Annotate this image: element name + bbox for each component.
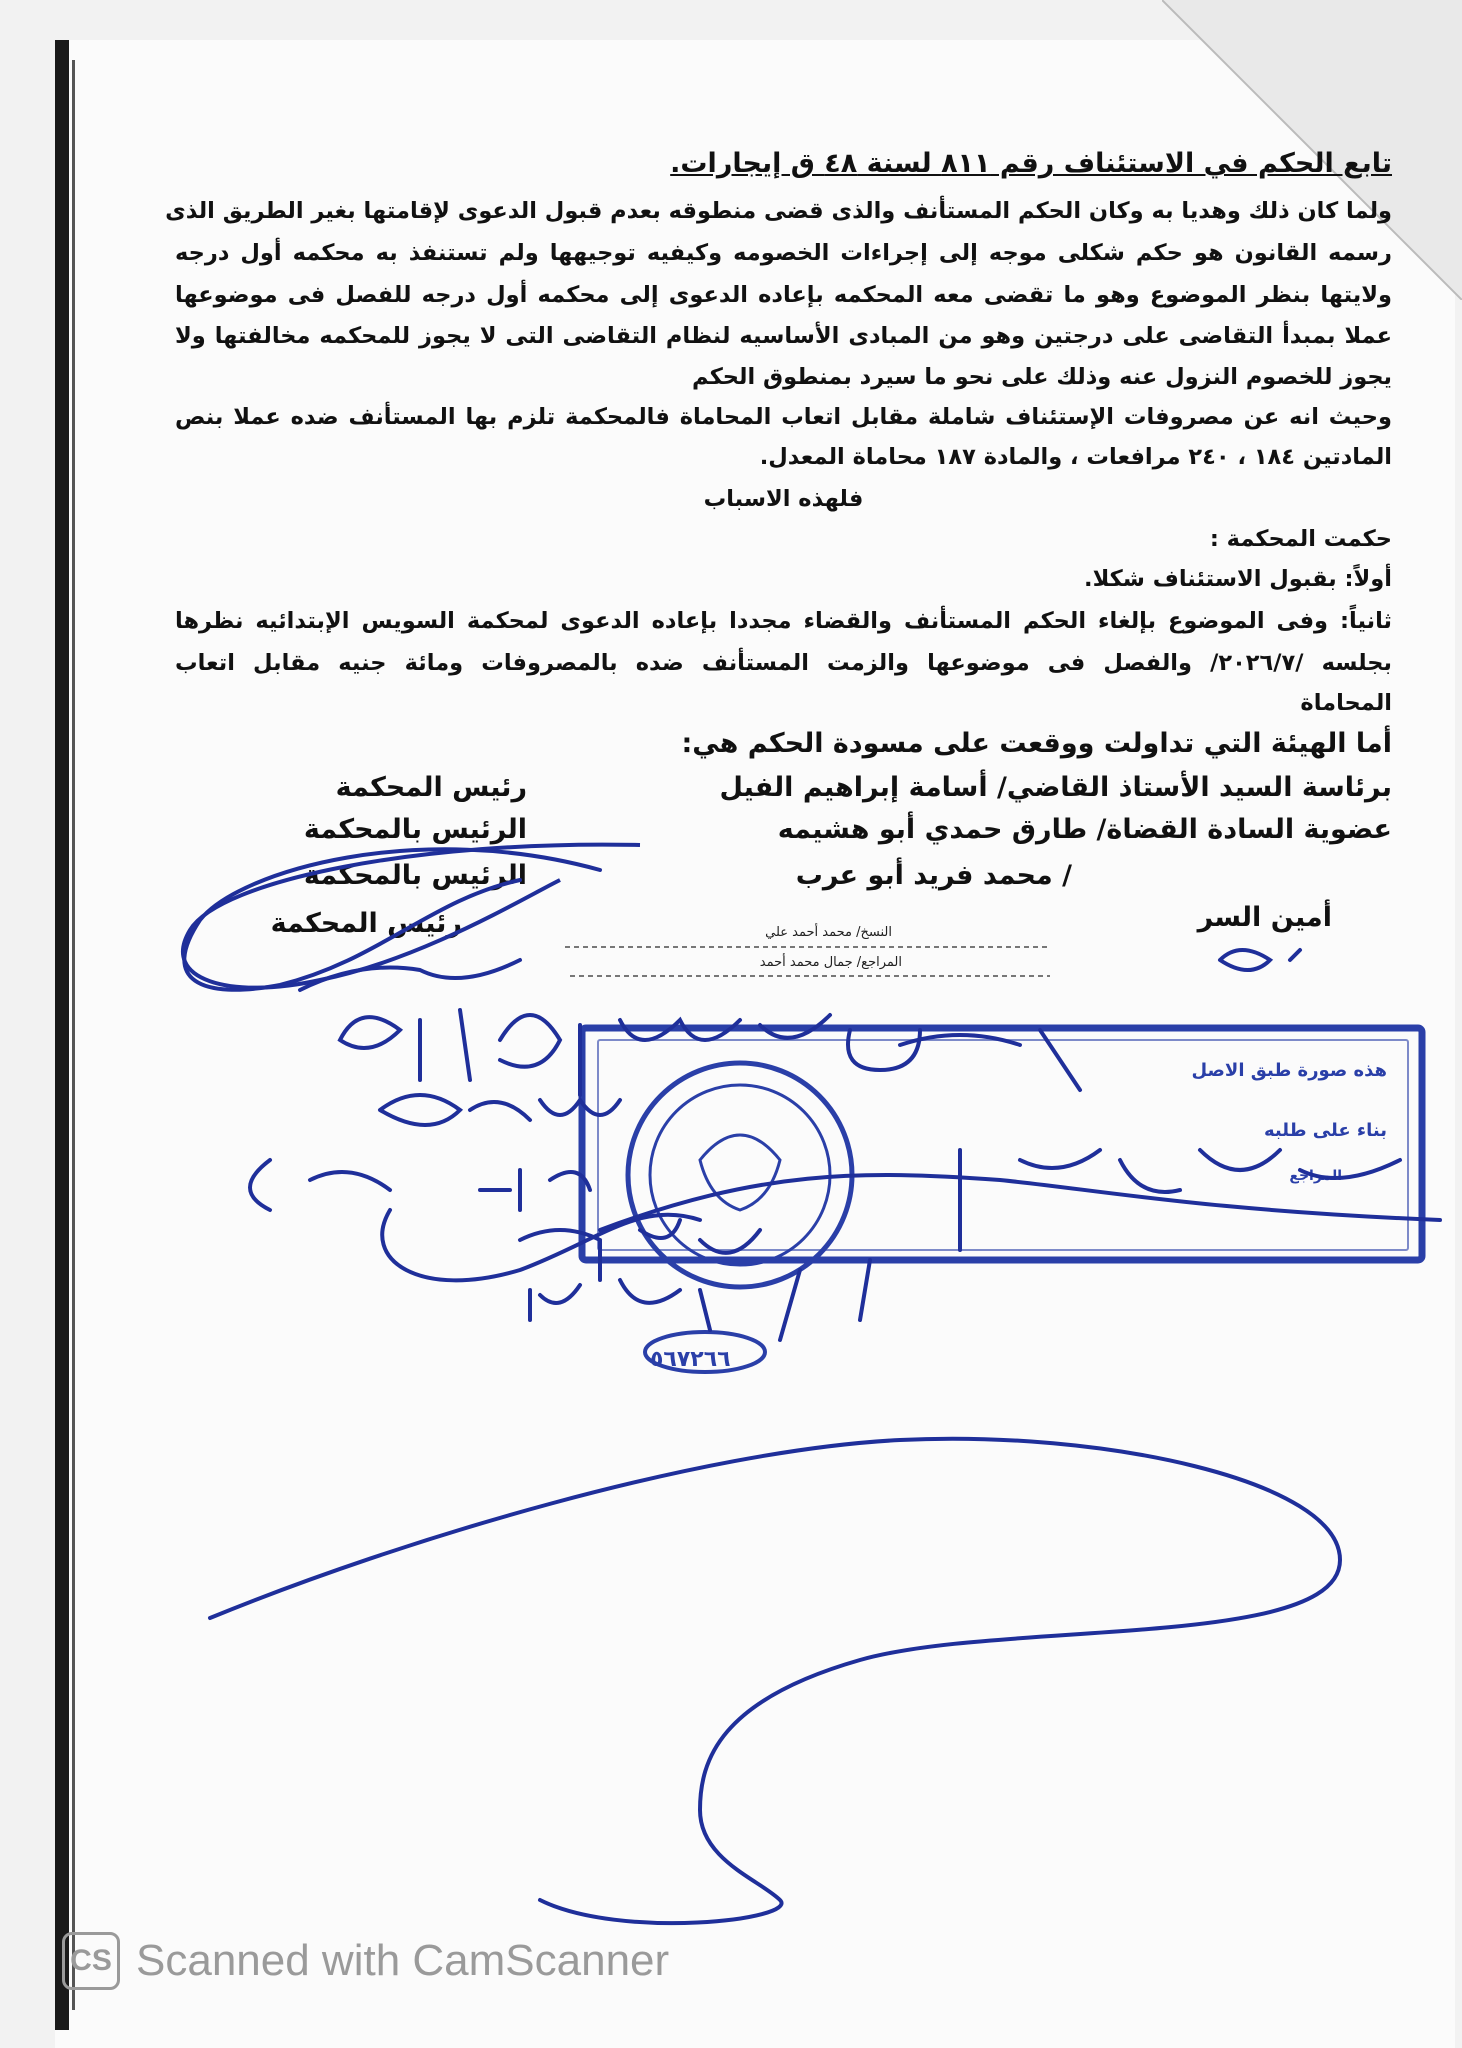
document-title: تابع الحكم في الاستئناف رقم ٨١١ لسنة ٤٨ ق إيجارات. (670, 148, 1392, 179)
seal-number: ٥٦٧٢٦٦ (650, 1347, 731, 1372)
stamp-line-1: هذه صورة طبق الاصل (1191, 1060, 1387, 1081)
stamp-line-2: بناء على طلبه (1263, 1120, 1387, 1141)
panel-member-role: رئيس المحكمة (335, 772, 527, 803)
body-line: عملا بمبدأ التقاضى على درجتين وهو من المبادى الأساسيه لنظام التقاضى التى لا يجوز للمحكمه مخالفتها ولا (175, 323, 1392, 349)
camscanner-icon: CS (62, 1932, 120, 1990)
body-line: ولما كان ذلك وهديا به وكان الحكم المستأنف والذى قضى منطوقه بعدم قبول الدعوى لإقامتها بغير الطريق الذى (165, 198, 1392, 224)
ruling-second-line: بجلسه /٢٠٢٦/٧/ والفصل فى موضوعها والزمت المستأنف ضده بالمصروفات ومائة جنيه مقابل اتعاب (175, 650, 1392, 676)
certified-copy-stamp (582, 1028, 1422, 1260)
panel-member-name: عضوية السادة القضاة/ طارق حمدي أبو هشيمه (777, 814, 1392, 845)
extra-role: رئيس المحكمة (270, 908, 462, 939)
closing-scribble (210, 1439, 1340, 1923)
reasons-heading: فلهذه الاسباب (703, 486, 864, 512)
body-line: وحيث انه عن مصروفات الإستئناف شاملة مقابل اتعاب المحاماة فالمحكمة تلزم بها المستأنف ضده عملا بنص (175, 404, 1392, 430)
ruling-second-line: ثانياً: وفى الموضوع بإلغاء الحكم المستأنف والقضاء مجددا بإعاده الدعوى لمحكمة السويس الإبتدائيه نظرها (175, 608, 1392, 634)
secretary-label: أمين السر (1197, 902, 1332, 933)
ruling-first: أولاً: بقبول الاستئناف شكلا. (1084, 566, 1392, 592)
stamp-line-3: المراجع (1289, 1168, 1342, 1184)
panel-heading: أما الهيئة التي تداولت ووقعت على مسودة الحكم هي: (681, 728, 1392, 759)
panel-member-role: الرئيس بالمحكمة (303, 860, 527, 891)
reviewer-label: المراجع/ جمال محمد أحمد (759, 955, 902, 970)
body-line: رسمه القانون هو حكم شكلى موجه إلى إجراءات الخصومه وكيفيه توجيهها ولم تستنفذ به محكمه أول درجه (175, 240, 1392, 266)
body-line: ولايتها بنظر الموضوع وهو ما تقضى معه المحكمه بإعاده الدعوى إلى محكمه أول درجه للفصل فى موضوعها (175, 282, 1392, 308)
body-line: يجوز للخصوم النزول عنه وذلك على نحو ما سيرد بمنطوق الحكم (692, 364, 1392, 390)
watermark-text: Scanned with CamScanner (136, 1936, 670, 1985)
panel-member-name: برئاسة السيد الأستاذ القاضي/ أسامة إبراهيم الفيل (719, 772, 1392, 803)
ruling-second-line: المحاماة (1300, 690, 1392, 716)
panel-member-name: / محمد فريد أبو عرب (795, 860, 1072, 891)
body-line: المادتين ١٨٤ ، ٢٤٠ مرافعات ، والمادة ١٨٧ محاماة المعدل. (759, 444, 1392, 470)
camscanner-watermark (62, 1932, 669, 1990)
handwritten-signatures (184, 849, 1440, 1340)
court-ruled-heading: حكمت المحكمة : (1209, 526, 1392, 552)
round-seal-icon (628, 1063, 852, 1372)
loop-signature (183, 845, 640, 988)
copyist-label: النسخ/ محمد أحمد علي (765, 925, 892, 940)
panel-member-role: الرئيس بالمحكمة (303, 814, 527, 845)
